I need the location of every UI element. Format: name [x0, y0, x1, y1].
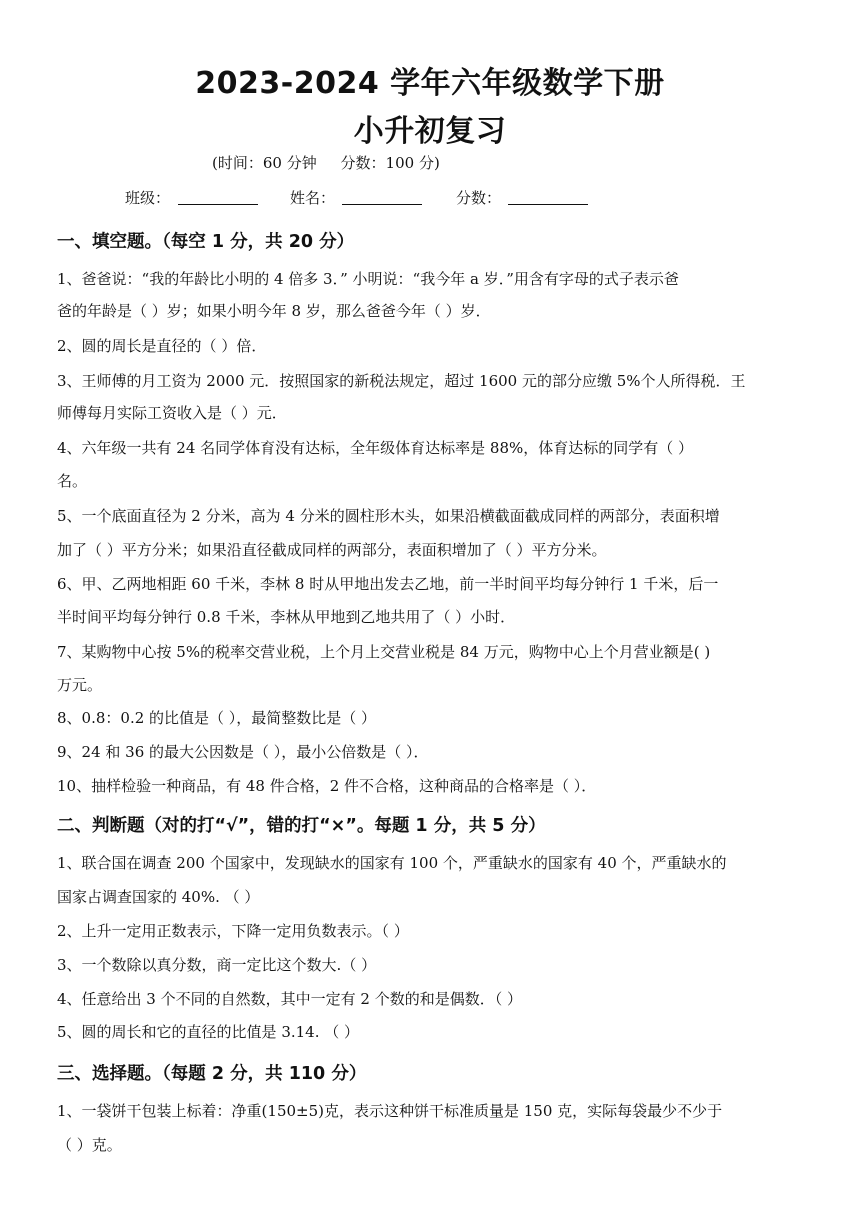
question-line: 1、爸爸说：“我的年龄比小明的 4 倍多 3．” 小明说：“我今年 a 岁．”用含有字母的式子表示爸	[57, 270, 679, 288]
question-line: 1、一袋饼干包装上标着：净重(150±5)克，表示这种饼干标准质量是 150 克，实际每袋最少不少于	[57, 1102, 723, 1120]
question-line: 2、上升一定用正数表示，下降一定用负数表示。（ ）	[57, 922, 409, 940]
question-line: 万元。	[57, 676, 103, 694]
page-title: 2023-2024 学年六年级数学下册	[195, 66, 665, 101]
question-line: 5、一个底面直径为 2 分米，高为 4 分米的圆柱形木头，如果沿横截面截成同样的两部分，表面积增	[57, 507, 720, 525]
question-line: 半时间平均每分钟行 0.8 千米，李林从甲地到乙地共用了（ ）小时．	[57, 608, 516, 626]
score-label: 分数：	[456, 189, 502, 207]
question-line: 3、王师傅的月工资为 2000 元．按照国家的新税法规定，超过 1600 元的部分应缴 5%个人所得税．王	[57, 372, 746, 390]
question-line: 7、某购物中心按 5%的税率交营业税，上个月上交营业税是 84 万元，购物中心上个月营业额是( )	[57, 643, 711, 661]
name-label: 姓名：	[290, 189, 336, 207]
question-line: 爸的年龄是（ ）岁；如果小明今年 8 岁，那么爸爸今年（ ）岁．	[57, 302, 491, 320]
name-blank[interactable]	[342, 187, 422, 205]
question-line: 10、抽样检验一种商品，有 48 件合格，2 件不合格，这种商品的合格率是（ ）．	[57, 777, 597, 795]
question-line: 加了（ ）平方分米；如果沿直径截成同样的两部分，表面积增加了（ ）平方分米。	[57, 541, 607, 559]
question-line: 4、任意给出 3 个不同的自然数，其中一定有 2 个数的和是偶数．（ ）	[57, 990, 522, 1008]
question-line: 5、圆的周长和它的直径的比值是 3.14. （ ）	[57, 1023, 360, 1041]
section-fill-in-title: 一、填空题。（每空 1 分，共 20 分）	[57, 232, 355, 252]
question-line: 名。	[57, 472, 88, 490]
question-line: 2、圆的周长是直径的（ ）倍．	[57, 337, 267, 355]
question-line: 6、甲、乙两地相距 60 千米，李林 8 时从甲地出发去乙地，前一半时间平均每分钟行 1 千米，后一	[57, 575, 719, 593]
question-line: （ ）克。	[57, 1136, 122, 1154]
section-judgement-title: 二、判断题（对的打“√”，错的打“×”。每题 1 分，共 5 分）	[57, 816, 546, 836]
question-line: 1、联合国在调查 200 个国家中，发现缺水的国家有 100 个，严重缺水的国家有 40 个，严重缺水的	[57, 854, 727, 872]
question-line: 师傅每月实际工资收入是（ ）元．	[57, 404, 287, 422]
exam-meta: (时间：60 分钟 分数：100 分)	[212, 154, 440, 172]
class-label: 班级：	[125, 189, 171, 207]
question-line: 国家占调查国家的 40%. （ ）	[57, 888, 260, 906]
class-blank[interactable]	[178, 187, 258, 205]
question-line: 8、0.8：0.2 的比值是（ ），最简整数比是（ ）	[57, 709, 377, 727]
score-blank[interactable]	[508, 187, 588, 205]
question-line: 3、一个数除以真分数，商一定比这个数大.（ ）	[57, 956, 377, 974]
section-choice-title: 三、选择题。（每题 2 分，共 110 分）	[57, 1064, 367, 1084]
question-line: 4、六年级一共有 24 名同学体育没有达标，全年级体育达标率是 88%，体育达标的同学有（ ）	[57, 439, 694, 457]
question-line: 9、24 和 36 的最大公因数是（ ），最小公倍数是（ ）．	[57, 743, 429, 761]
page-subtitle: 小升初复习	[353, 114, 507, 149]
